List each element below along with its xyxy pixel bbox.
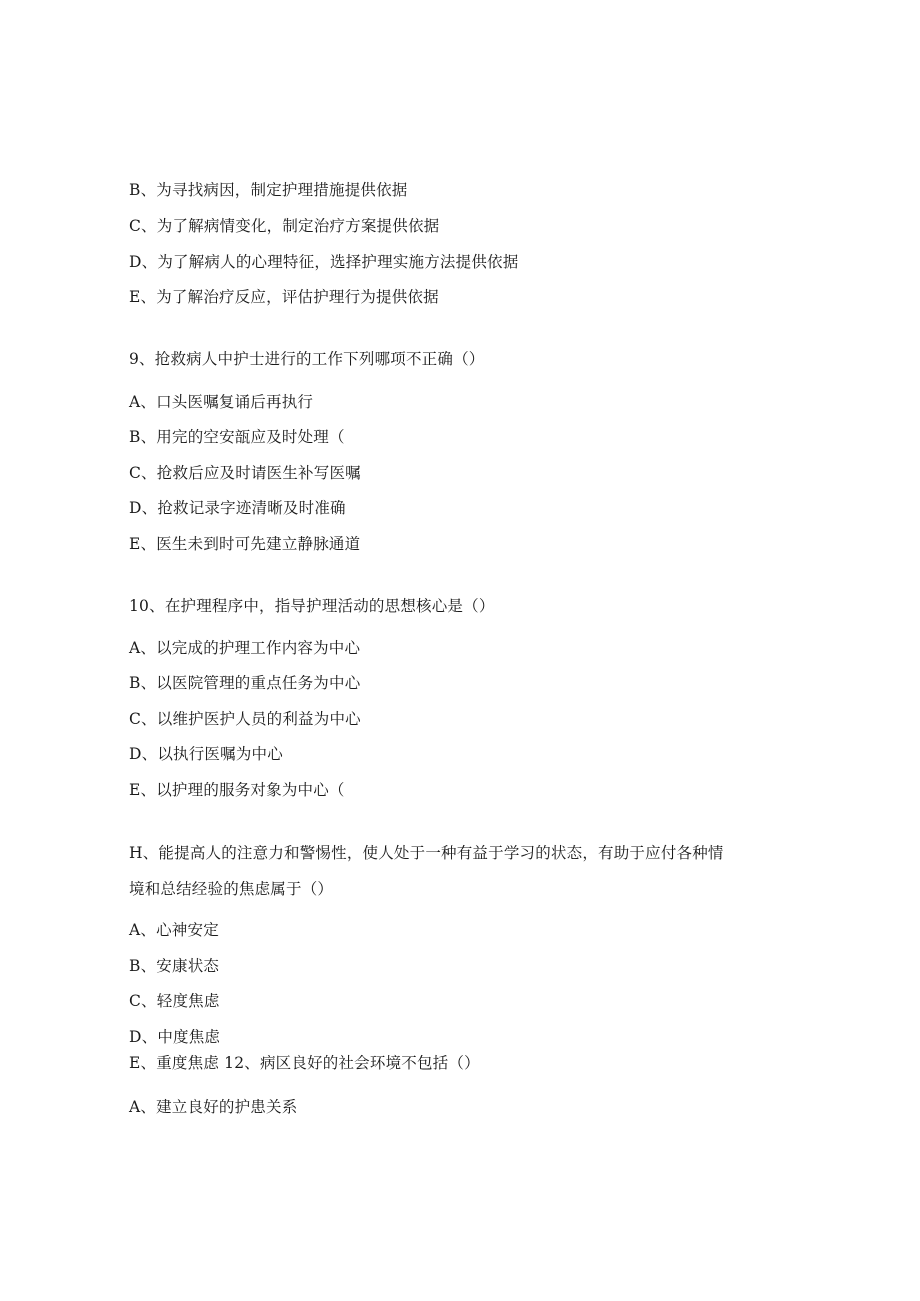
question-8-option-b: B、为寻找病因，制定护理措施提供依据: [129, 181, 408, 199]
question-9-option-d: D、抢救记录字迹清晰及时准确: [129, 499, 346, 517]
question-10-option-c: C、以维护医护人员的利益为中心: [129, 710, 361, 728]
question-9-option-e: E、医生未到时可先建立静脉通道: [129, 535, 361, 553]
question-11-option-a: A、心神安定: [129, 921, 219, 939]
question-11-option-b: B、安康状态: [129, 957, 220, 975]
question-9-option-a: A、口头医嘱复诵后再执行: [129, 393, 314, 411]
question-11-stem-line-1: H、能提高人的注意力和警惕性，使人处于一种有益于学习的状态，有助于应付各种情: [129, 844, 724, 862]
question-11-option-c: C、轻度焦虑: [129, 992, 220, 1010]
question-8-option-d: D、为了解病人的心理特征，选择护理实施方法提供依据: [129, 253, 519, 271]
question-10-option-b: B、以医院管理的重点任务为中心: [129, 674, 361, 692]
question-10-option-d: D、以执行医嘱为中心: [129, 745, 283, 763]
question-8-option-c: C、为了解病情变化，制定治疗方案提供依据: [129, 217, 440, 235]
question-8-option-e: E、为了解治疗反应，评估护理行为提供依据: [129, 288, 439, 306]
question-9-option-c: C、抢救后应及时请医生补写医嘱: [129, 464, 361, 482]
question-11-option-d: D、中度焦虑: [129, 1028, 221, 1046]
question-12-option-a: A、建立良好的护患关系: [129, 1098, 298, 1116]
question-11-stem-line-2: 境和总结经验的焦虑属于（）: [129, 880, 334, 898]
question-9-stem: 9、抢救病人中护士进行的工作下列哪项不正确（）: [129, 350, 485, 368]
question-10-option-a: A、以完成的护理工作内容为中心: [129, 639, 361, 657]
question-10-option-e: E、以护理的服务对象为中心（: [129, 781, 345, 799]
question-9-option-b: B、用完的空安瓿应及时处理（: [129, 428, 345, 446]
question-10-stem: 10、在护理程序中，指导护理活动的思想核心是（）: [129, 597, 495, 615]
question-11-option-e-and-question-12-stem: E、重度焦虑 12、病区良好的社会环境不包括（）: [129, 1054, 480, 1072]
